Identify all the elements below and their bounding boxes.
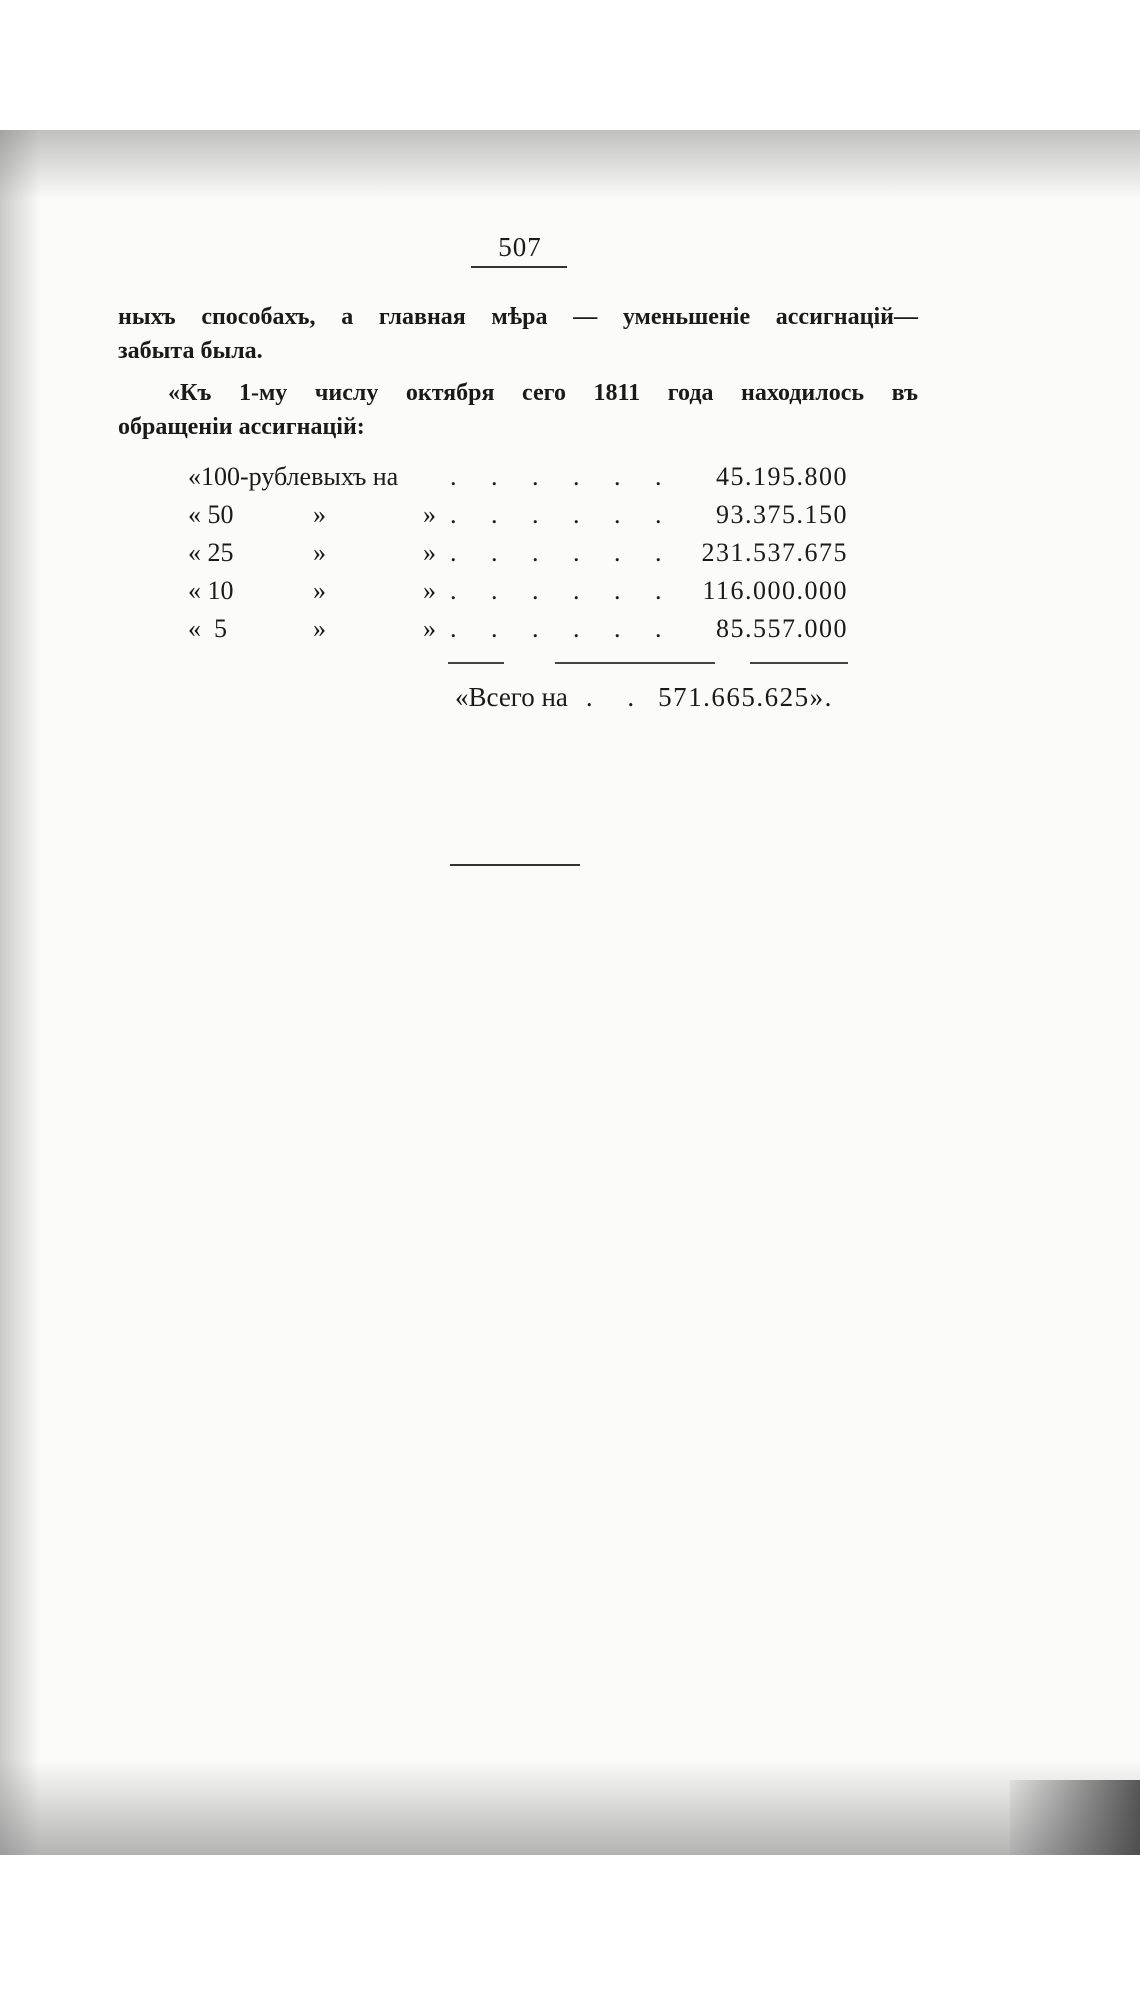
word: года (667, 380, 714, 406)
table-row (188, 614, 848, 652)
paragraph-line (118, 300, 918, 334)
word: главная (378, 304, 466, 330)
denomination-label: « 10 (188, 576, 234, 605)
scan-shadow-bottom (0, 1760, 1140, 1855)
ditto-mark: » (313, 576, 326, 605)
paragraph-line (118, 376, 918, 410)
assignation-table (188, 462, 848, 652)
total-label: «Всего на (455, 682, 568, 712)
word: находилось (741, 380, 865, 406)
table-row (188, 576, 848, 614)
word: въ (891, 380, 918, 406)
line-text: забыта была. (118, 338, 263, 364)
word: ассигнацій— (775, 304, 918, 330)
total-line (455, 682, 833, 713)
paragraph-continuation (118, 300, 918, 368)
leader-dots: . . (585, 682, 649, 712)
line-text: обращеніи ассигнацій: (118, 414, 365, 440)
amount-value: 231.537.675 (701, 538, 848, 567)
paragraph-quote (118, 376, 918, 444)
word: а (341, 304, 354, 330)
ditto-mark: » (313, 500, 326, 529)
paragraph-line (118, 334, 918, 368)
scan-corner-shadow (1010, 1780, 1140, 1855)
word: 1-му (238, 380, 288, 406)
sum-rule-segment (555, 662, 715, 664)
amount-value: 45.195.800 (716, 462, 848, 491)
ditto-mark: » (423, 538, 436, 567)
leader-dots: . . . . . . (450, 576, 676, 605)
denomination-label: «100-рублевыхъ на (188, 462, 399, 491)
sum-rule-segment (750, 662, 848, 664)
leader-dots: . . . . . . (450, 500, 676, 529)
denomination-label: « 25 (188, 538, 234, 567)
ditto-mark: » (423, 614, 436, 643)
word: — (573, 304, 598, 330)
word: способахъ, (201, 304, 316, 330)
word: уменьшеніе (622, 304, 751, 330)
leader-dots: . . . . . . (450, 462, 676, 491)
leader-dots: . . . . . . (450, 538, 676, 567)
ditto-mark: » (423, 500, 436, 529)
word: 1811 (593, 380, 641, 406)
leader-dots: . . . . . . (450, 614, 676, 643)
section-end-rule (450, 864, 580, 866)
table-row (188, 500, 848, 538)
word: октября (405, 380, 495, 406)
scan-shadow-top (0, 130, 1140, 200)
table-row (188, 538, 848, 576)
amount-value: 116.000.000 (702, 576, 848, 605)
ditto-mark: » (313, 538, 326, 567)
total-amount: 571.665.625». (658, 682, 833, 712)
amount-value: 93.375.150 (716, 500, 848, 529)
word: «Къ (168, 380, 212, 406)
ditto-mark: » (313, 614, 326, 643)
scan-shadow-left (0, 130, 40, 1855)
page-number-rule (471, 266, 567, 268)
sum-rule-segment (448, 662, 504, 664)
word: числу (314, 380, 379, 406)
amount-value: 85.557.000 (716, 614, 848, 643)
word: сего (522, 380, 566, 406)
word: ныхъ (118, 304, 176, 330)
paragraph-line (118, 410, 918, 444)
ditto-mark: » (423, 576, 436, 605)
denomination-label: « 50 (188, 500, 234, 529)
table-row (188, 462, 848, 500)
word: мѣра (491, 304, 548, 330)
denomination-label: « 5 (188, 614, 227, 643)
page-number: 507 (498, 232, 542, 262)
